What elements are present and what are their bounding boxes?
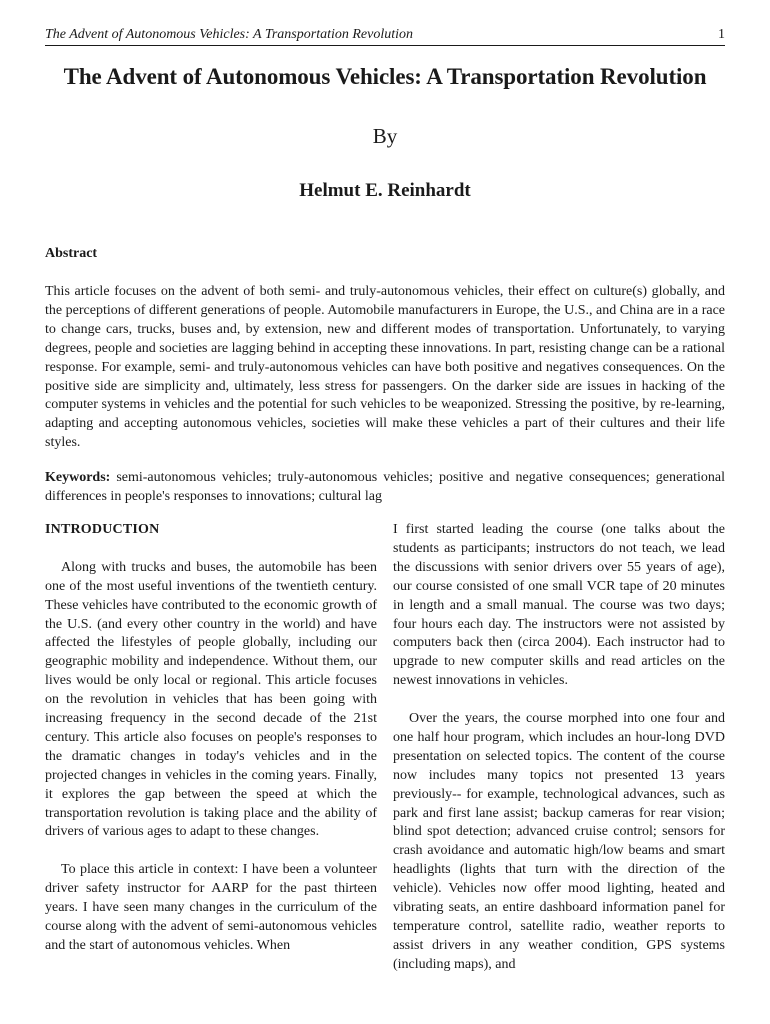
byline-by: By — [372, 124, 398, 148]
right-column — [393, 521, 725, 994]
running-head-title: The Advent of Autonomous Vehicles: A Transportation Revolution — [45, 27, 414, 42]
keywords-label: Keywords: — [45, 470, 111, 485]
paragraph: I first started leading the course (one talks about the students as participants; instructors do not teach, we lead the discussions with senior drivers over 55 years of age), our course consisted of one small VCR tape of 20 minutes in length and a small manual. The course was two days; four hours each day. The instructors were not assisted by computers back then (circa 2004). Each instructor had to upgrade to new computer skills and read articles on the newest innovations in vehicles. — [393, 522, 725, 689]
page-number: 1 — [718, 27, 725, 42]
abstract-text: This article focuses on the advent of both semi- and truly-autonomous vehicles, their effect on culture(s) globally, and the perceptions of different generations of people. Automobile manufacturers in Europe, the U.S., and China are in a race to change cars, trucks, buses and, by extension, new and different modes of transportation. Unfortunately, to varying degrees, people and societies are lagging behind in accepting these innovations. In part, resisting change can be a rational response. For example, semi- and truly-autonomous vehicles can have both positive and negatives consequences. On the positive side are simplicity and, ultimately, less stress for passengers. On the darker side are issues in hacking of the computer systems in vehicles and the potential for such vehicles to be weaponized. Stressing the positive, by re-learning, adapting and accepting autonomous vehicles, societies will make these vehicles a part of their cultures and their life styles. — [45, 284, 725, 451]
keywords — [45, 469, 725, 507]
paragraph: To place this article in context: I have been a volunteer driver safety instructor for AARP for the past thirteen years. I have seen many changes in the curriculum of the course along with the advent of semi-autonomous vehicles and the start of autonomous vehicles. When — [45, 862, 377, 953]
left-column — [45, 521, 377, 975]
running-head — [45, 27, 725, 46]
introduction-heading: INTRODUCTION — [45, 522, 160, 537]
paragraph: Along with trucks and buses, the automobile has been one of the most useful inventions of the twentieth century. These vehicles have contributed to the economic growth of the U.S. (and every other country in the world) and have affected the lifestyles of people globally, including our geographic mobility and independence. Without them, our lives would be only local or regional. This article focuses on the revolution in vehicles that has been going with increasing frequency in the second decade of the 21st century. This article also focuses on people's responses to the dramatic changes in today's vehicles and in the projected changes in vehicles in the coming years. Finally, it explores the gap between the speed at which the transportation revolution is taking place and the ability of drivers of various ages to adapt to these changes. — [45, 559, 377, 840]
paragraph: Over the years, the course morphed into one four and one half hour program, which includes an hour-long DVD presentation on selected topics. The content of the course now includes many topics not presented 13 years previously-- for example, technological advances, such as park and first lane assist; backup cameras for rear vision; blind spot detection; advanced cruise control; sensors for crash avoidance and automatic high/low beams and smart headlights (lights that turn with the direction of the vehicle). Vehicles now offer mood lighting, heated and vibrating seats, an entire dashboard information panel for temperature control, satellite radio, weather reports to assist drivers in any weather condition, GPS systems (including maps), and — [393, 711, 725, 972]
author-name: Helmut E. Reinhardt — [299, 180, 471, 201]
keywords-text: semi-autonomous vehicles; truly-autonomous vehicles; positive and negative consequences; generational differences in people's responses to innovations; cultural lag — [45, 470, 725, 504]
abstract-heading: Abstract — [45, 246, 98, 261]
article-title: The Advent of Autonomous Vehicles: A Transportation Revolution — [63, 64, 707, 89]
